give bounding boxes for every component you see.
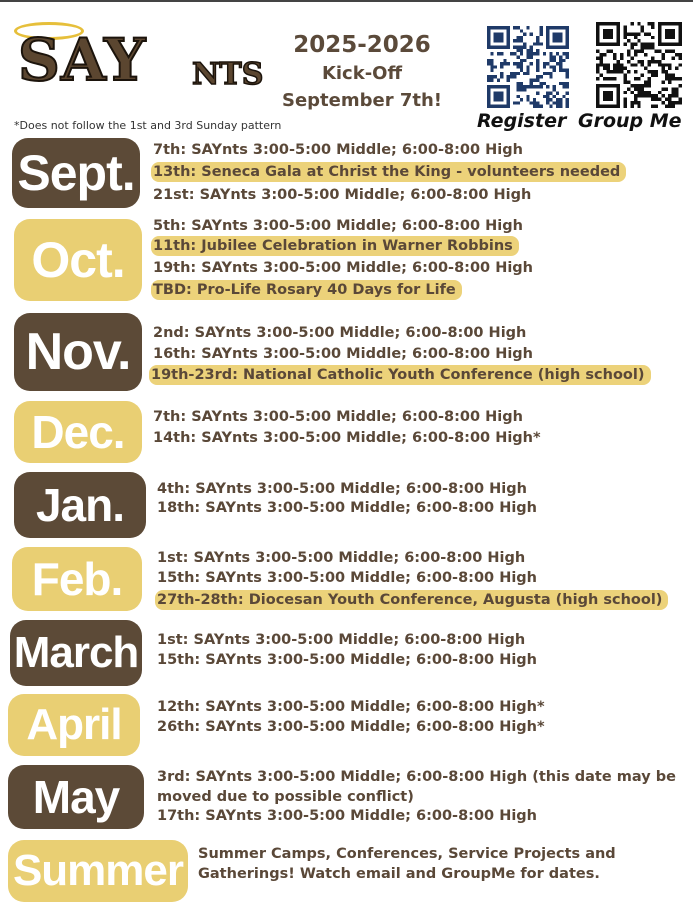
logo-small-text: NTS (192, 57, 264, 92)
month-badge-march: March (10, 620, 142, 686)
event-item: 21st: SAYnts 3:00-5:00 Middle; 6:00-8:00 High (153, 187, 532, 203)
kickoff-date: September 7th! (281, 90, 442, 111)
event-item: 12th: SAYnts 3:00-5:00 Middle; 6:00-8:00 High* (157, 699, 545, 715)
event-item-highlighted: 27th-28th: Diocesan Youth Conference, Augusta (high school) (155, 590, 668, 610)
event-item: 7th: SAYnts 3:00-5:00 Middle; 6:00-8:00 High (153, 409, 523, 425)
event-item: 1st: SAYnts 3:00-5:00 Middle; 6:00-8:00 High (157, 632, 526, 648)
kickoff-heading (272, 30, 452, 114)
event-item: 19th: SAYnts 3:00-5:00 Middle; 6:00-8:00 High (153, 260, 534, 276)
saynts-logo (14, 22, 276, 94)
month-badge-nov: Nov. (14, 313, 142, 391)
groupme-label: Group Me (578, 110, 682, 132)
event-item: 1st: SAYnts 3:00-5:00 Middle; 6:00-8:00 High (157, 550, 526, 566)
month-badge-may: May (8, 765, 144, 829)
event-item: 4th: SAYnts 3:00-5:00 Middle; 6:00-8:00 High (157, 481, 527, 497)
month-badge-summer: Summer (8, 840, 188, 902)
event-item-highlighted: 11th: Jubilee Celebration in Warner Robbins (151, 236, 519, 256)
register-label: Register (477, 110, 567, 132)
event-item: Summer Camps, Conferences, Service Projects and Gatherings! Watch email and GroupMe for dates. (198, 846, 616, 882)
event-item: 17th: SAYnts 3:00-5:00 Middle; 6:00-8:00 High (157, 808, 538, 824)
event-item: 3rd: SAYnts 3:00-5:00 Middle; 6:00-8:00 High (this date may be moved due to possible conflict) (157, 769, 676, 805)
schedule-footnote: *Does not follow the 1st and 3rd Sunday pattern (14, 119, 282, 132)
event-item: 5th: SAYnts 3:00-5:00 Middle; 6:00-8:00 High (153, 218, 523, 234)
event-item-highlighted: TBD: Pro-Life Rosary 40 Days for Life (151, 280, 462, 300)
event-item: 16th: SAYnts 3:00-5:00 Middle; 6:00-8:00 High (153, 346, 534, 362)
month-badge-feb: Feb. (12, 547, 142, 611)
event-item: 14th: SAYnts 3:00-5:00 Middle; 6:00-8:00 High* (153, 430, 541, 446)
kickoff-label: Kick-Off (321, 63, 403, 84)
event-item: 26th: SAYnts 3:00-5:00 Middle; 6:00-8:00 High* (157, 719, 545, 735)
event-item: 18th: SAYnts 3:00-5:00 Middle; 6:00-8:00 High (157, 500, 538, 516)
event-item-highlighted: 19th-23rd: National Catholic Youth Conference (high school) (149, 365, 651, 385)
event-item: 15th: SAYnts 3:00-5:00 Middle; 6:00-8:00 High (157, 652, 538, 668)
logo-big-text: SAY (18, 26, 147, 94)
event-item: 7th: SAYnts 3:00-5:00 Middle; 6:00-8:00 High (153, 142, 523, 158)
event-item: 2nd: SAYnts 3:00-5:00 Middle; 6:00-8:00 High (153, 325, 527, 341)
top-border (0, 0, 693, 2)
month-badge-jan: Jan. (14, 472, 146, 538)
month-badge-oct: Oct. (14, 219, 142, 301)
event-item-highlighted: 13th: Seneca Gala at Christ the King - volunteers needed (151, 162, 626, 182)
month-badge-april: April (8, 694, 140, 756)
month-badge-dec: Dec. (14, 401, 142, 463)
year-range: 2025-2026 (293, 32, 431, 58)
register-qr-code-icon[interactable] (487, 26, 569, 108)
groupme-qr-code-icon[interactable] (596, 22, 682, 108)
event-item: 15th: SAYnts 3:00-5:00 Middle; 6:00-8:00 High (157, 570, 538, 586)
month-badge-sept: Sept. (12, 138, 140, 208)
